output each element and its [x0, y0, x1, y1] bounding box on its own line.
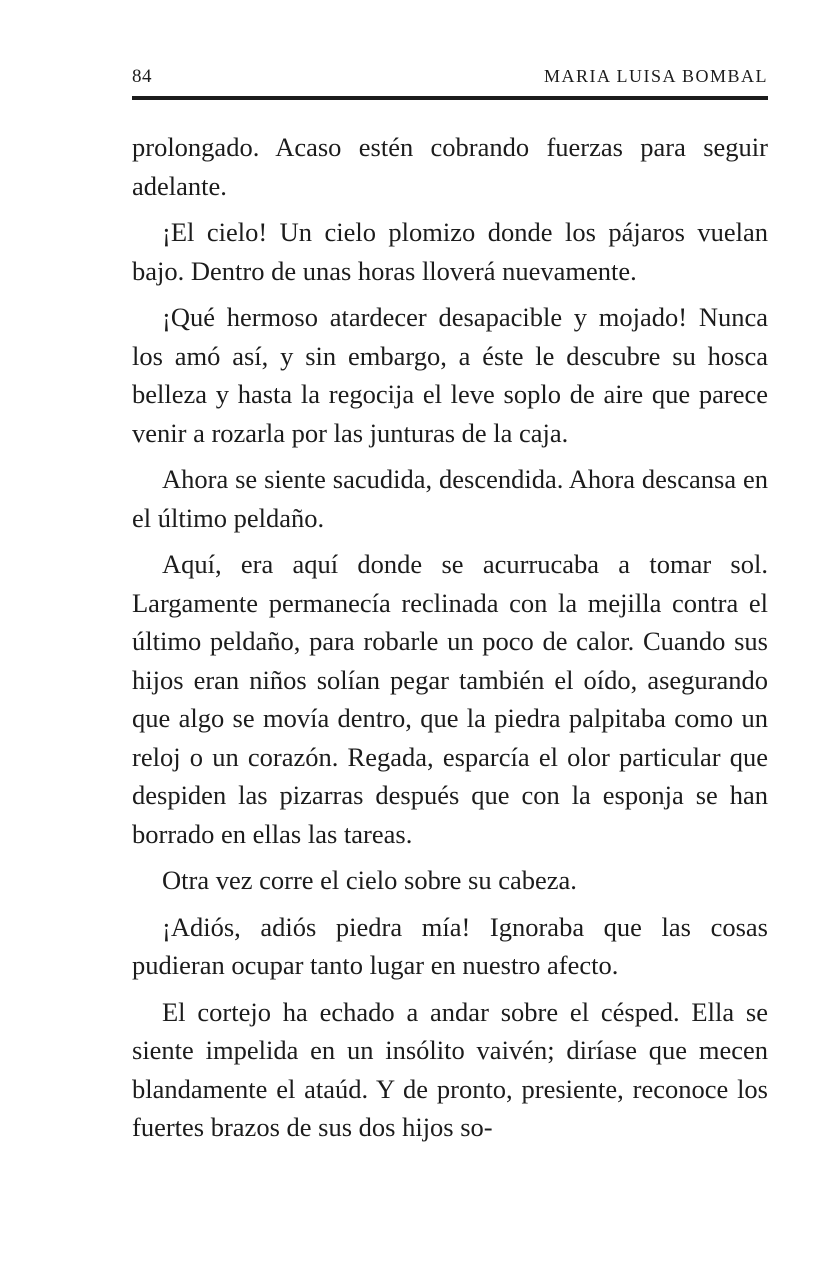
paragraph-7: ¡Adiós, adiós piedra mía! Ignoraba que las cosas pudieran ocupar tanto lugar en nuestro afecto. [132, 911, 768, 980]
page-header [132, 60, 768, 96]
header-rule [132, 96, 768, 100]
paragraph-8: El cortejo ha echado a andar sobre el césped. Ella se siente impelida en un insólito vaivén; diríase que mecen blandamente el ataúd. Y de pronto, presiente, reconoce los fuertes brazos de sus dos hijos so- [132, 996, 768, 1142]
page-number: 84 [132, 66, 152, 87]
paragraph-5: Aquí, era aquí donde se acurrucaba a tomar sol. Largamente permanecía reclinada con la mejilla contra el último peldaño, para robarle un poco de calor. Cuando sus hijos eran niños solían pegar también el oído, asegurando que algo se movía dentro, que la piedra palpitaba como un reloj o un corazón. Regada, esparcía el olor particular que despiden las pizarras después que con la esponja se han borrado en ellas las tareas. [132, 549, 768, 849]
paragraph-3: ¡Qué hermoso atardecer desapacible y mojado! Nunca los amó así, y sin embargo, a éste le descubre su hosca belleza y hasta la regocija el leve soplo de aire que parece venir a rozarla por las junturas de la caja. [132, 302, 768, 448]
paragraph-4: Ahora se siente sacudida, descendida. Ahora descansa en el último peldaño. [132, 464, 768, 533]
paragraph-2: ¡El cielo! Un cielo plomizo donde los pájaros vuelan bajo. Dentro de unas horas lloverá nuevamente. [132, 217, 768, 286]
paragraph-1: prolongado. Acaso estén cobrando fuerzas para seguir adelante. [132, 132, 768, 201]
running-head: MARIA LUISA BOMBAL [543, 66, 768, 86]
paragraph-6: Otra vez corre el cielo sobre su cabeza. [162, 865, 577, 895]
body-text [132, 128, 768, 1155]
